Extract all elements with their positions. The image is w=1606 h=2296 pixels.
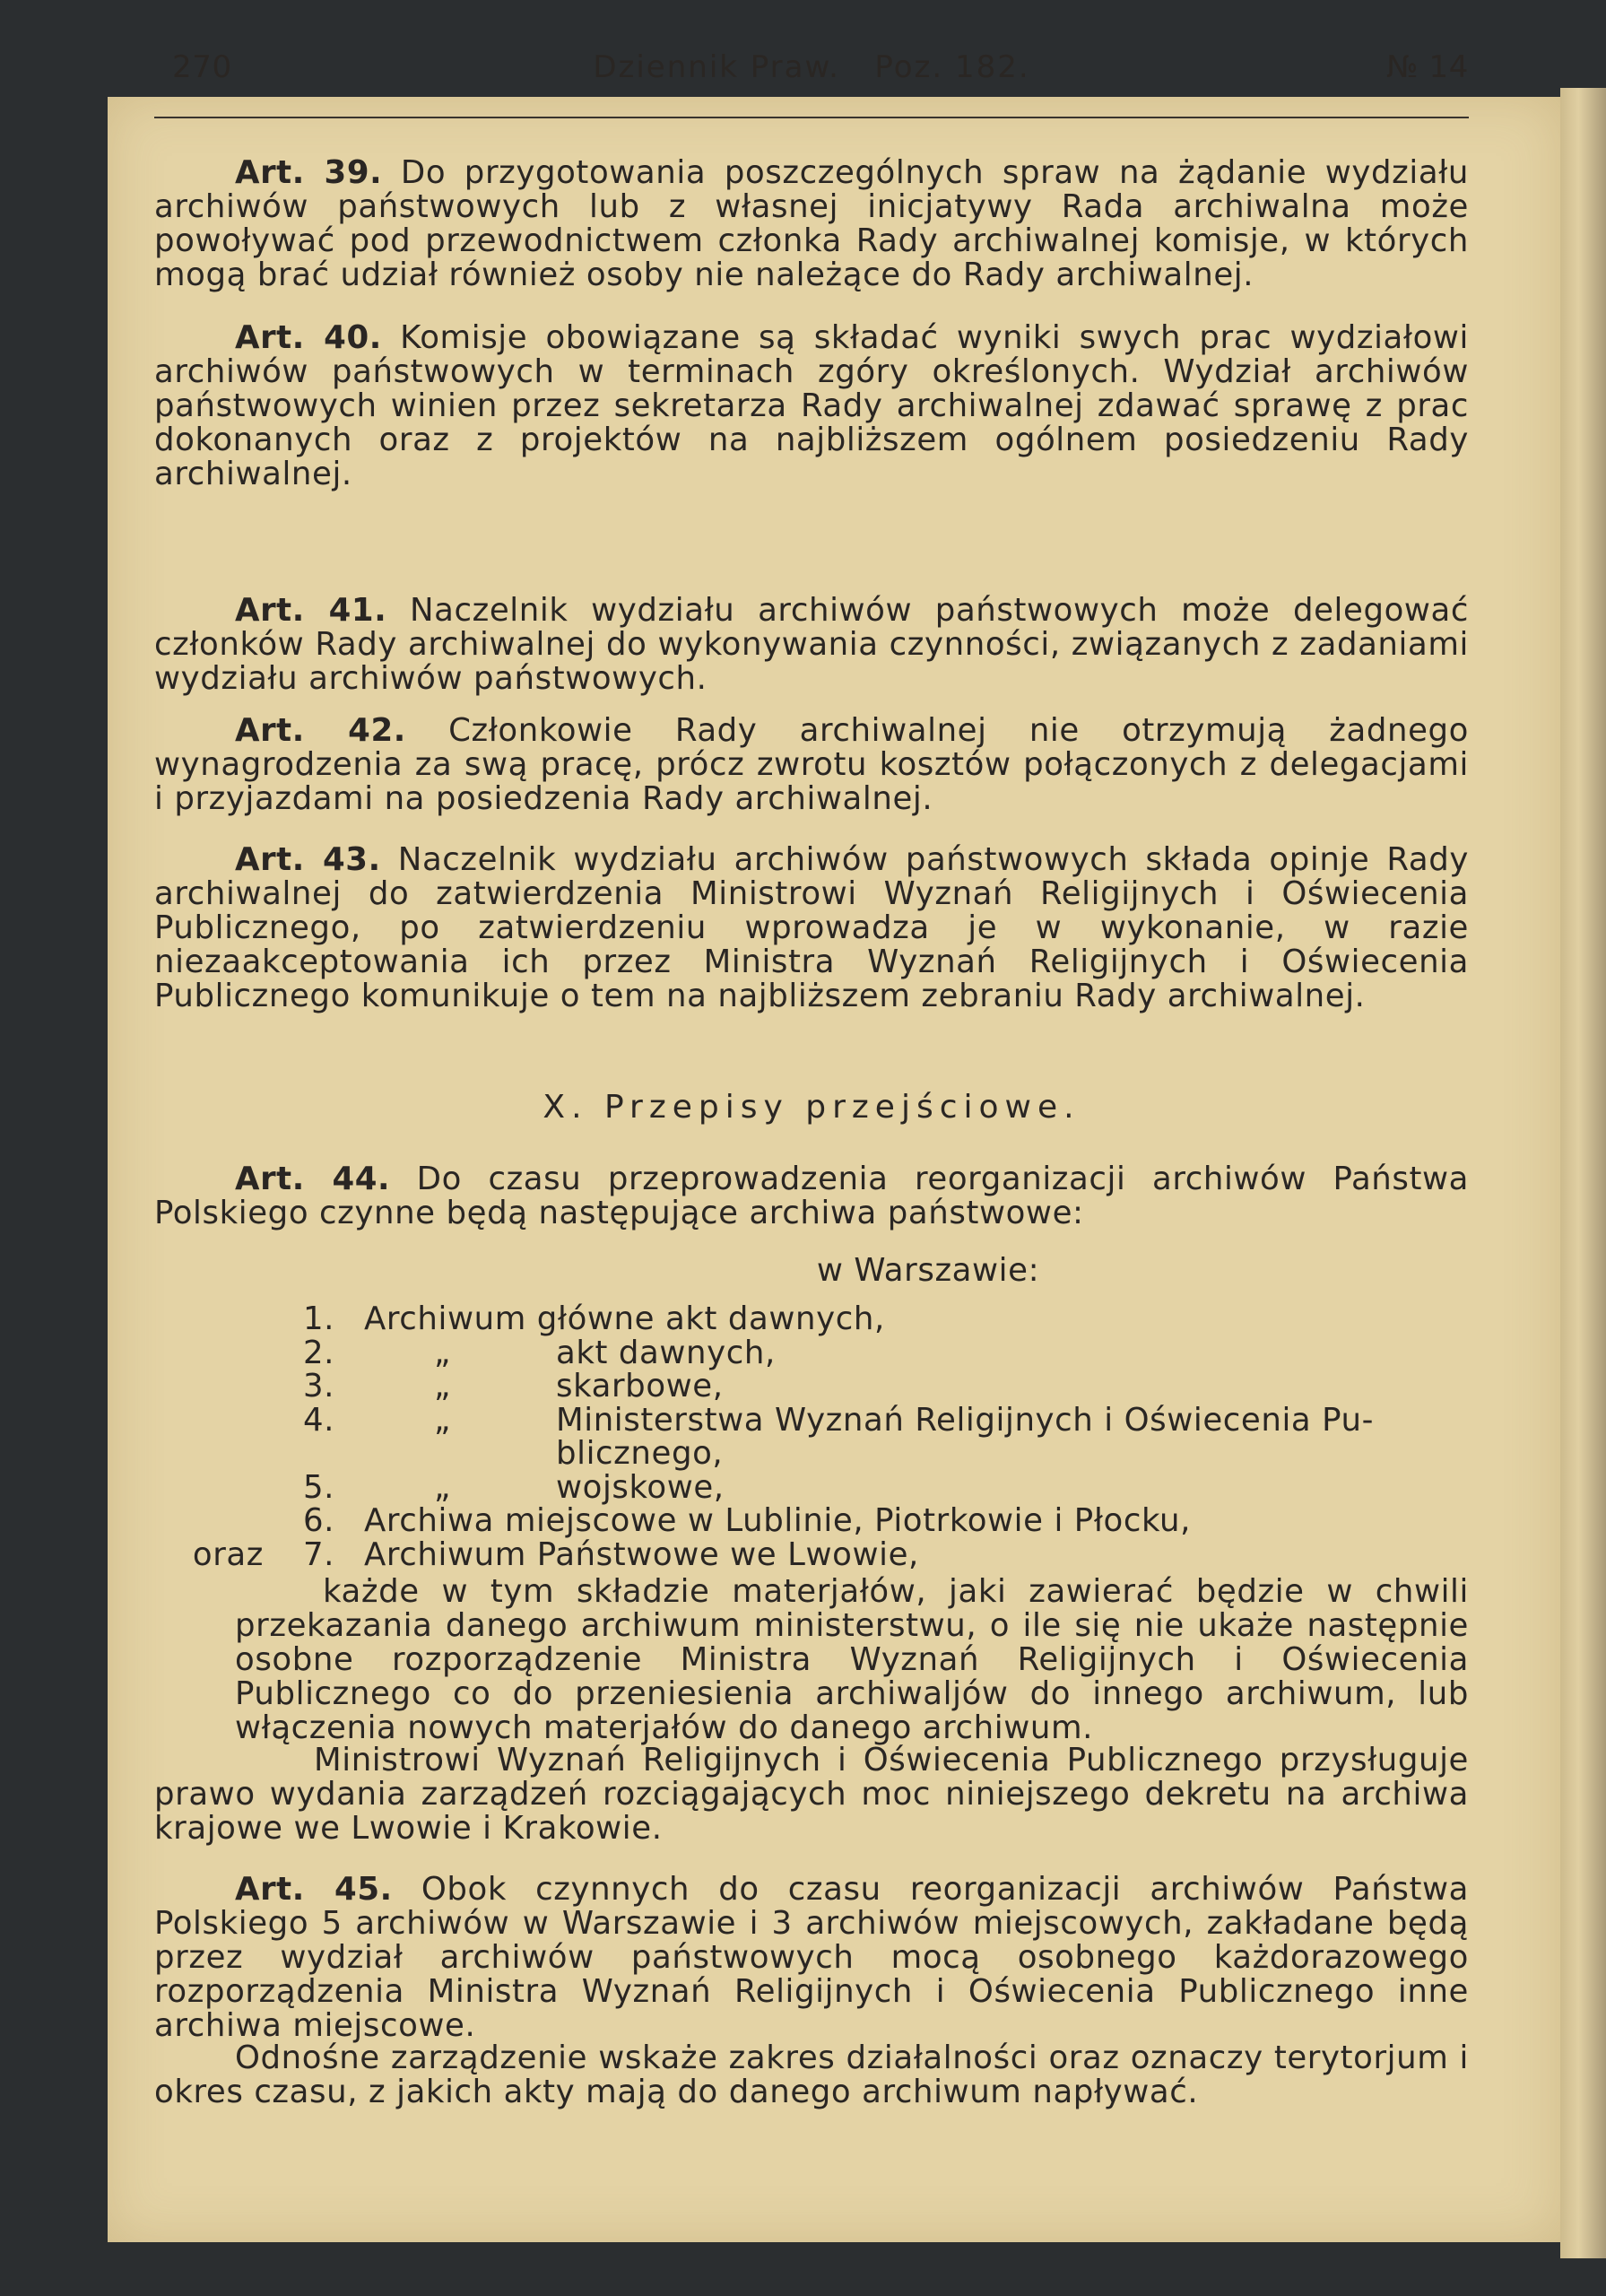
section-title: X. Przepisy przejściowe. [543,1089,1081,1126]
archive-list [154,1302,1469,1571]
list-item: blicznego, [556,1435,724,1472]
city-heading: w Warszawie: [816,1252,1040,1289]
list-item: 6. Archiwa miejscowe w Lublinie, Piotrkowie i Płocku, [303,1502,1191,1539]
article-43 [154,843,1469,1013]
article-45-paragraph-2: Odnośne zarządzenie wskaże zakres działalności oraz oznaczy terytorjum i okres czasu, z jakich akty mają do danego archiwum napływać. [154,2039,1469,2110]
article-text: Naczelnik wydziału archiwów państwowych składa opinje Rady archiwalnej do zatwierdzenia Ministrowi Wyznań Religijnych i Oświecenia Publicznego, po zatwierdzeniu wprowadza je w wykonanie, w razie niezaakceptowania ich przez Ministra Wyznań Religijnych i Oświecenia Publicznego komunikuje o tem na najbliższem zebraniu Rady archiwalnej. [154,841,1470,1014]
article-label: Art. 39. [235,154,383,191]
article-text: Komisje obowiązane są składać wyniki swych prac wydziałowi archiwów państwowych w terminach zgóry określonych. Wydział archiwów państwowych winien przez sekretarza Rady archiwalnej zdawać sprawę z prac dokonanych oraz z projektów na najbliższem ogólnem posiedzeniu Rady archiwalnej. [154,319,1470,492]
article-text: Członkowie Rady archiwalnej nie otrzymują żadnego wynagrodzenia za swą pracę, prócz zwrotu kosztów połączonych z delegacjami i przyjazdami na posiedzenia Rady archiwalnej. [154,712,1470,817]
article-text: Obok czynnych do czasu reorganizacji archiwów Państwa Polskiego 5 archiwów w Warszawie i 3 archiwów miejscowych, zakładane będą przez wydział archiwów państwowych mocą osobnego każdorazowego rozporządzenia Ministra Wyznań Religijnych i Oświecenia Publicznego inne archiwa miejscowe. [154,1871,1469,2044]
page-number: 270 [172,49,232,85]
list-item: 3. „ skarbowe, [303,1368,724,1405]
article-45 [154,1873,1469,2043]
article-41 [154,594,1469,696]
journal-title: Dziennik Praw. Poz. 182. [593,49,1030,85]
page-edge [1560,88,1606,2258]
article-text: Naczelnik wydziału archiwów państwowych może delegować członków Rady archiwalnej do wykonywania czynności, związanych z zadaniami wydziału archiwów państwowych. [154,592,1470,697]
article-label: Art. 44. [235,1161,391,1197]
page-header [154,50,1469,93]
list-item: 1. Archiwum główne akt dawnych, [303,1300,885,1337]
list-item: 4. „ Ministerstwa Wyznań Religijnych i Oświecenia Pu- [303,1401,1375,1439]
article-label: Art. 43. [235,841,381,878]
article-label: Art. 41. [235,592,387,629]
article-40 [154,321,1469,491]
list-item: 5. „ wojskowe, [303,1468,725,1506]
article-text: Do przygotowania poszczególnych spraw na żądanie wydziału archiwów państwowych lub z własnej inicjatywy Rada archiwalna może powoływać pod przewodnictwem członka Rady archiwalnej komisje, w których mogą brać udział również osoby nie należące do Rady archiwalnej. [154,154,1470,293]
issue-number: № 14 [1386,49,1469,85]
header-rule [154,117,1469,118]
list-item: 2. „ akt dawnych, [303,1334,776,1371]
article-label: Art. 40. [235,319,382,356]
list-item: oraz 7. Archiwum Państwowe we Lwowie, [192,1535,919,1573]
article-44-paragraph-2: Ministrowi Wyznań Religijnych i Oświecenia Publicznego przysługuje prawo wydania zarządzeń rozciągających moc niniejszego dekretu na archiwa krajowe we Lwowie i Krakowie. [154,1742,1469,1847]
article-label: Art. 42. [235,712,406,749]
article-42 [154,714,1469,816]
article-text: Do czasu przeprowadzenia reorganizacji archiwów Państwa Polskiego czynne będą następujące archiwa państwowe: [154,1161,1470,1231]
article-39 [154,156,1469,292]
article-44-continuation: każde w tym składzie materjałów, jaki zawierać będzie w chwili przekazania danego archiwum ministerstwu, o ile się nie ukaże następnie osobne rozporządzenie Ministra Wyznań Religijnych i Oświecenia Publicznego co do przeniesienia archiwaljów do innego archiwum, lub włączenia nowych materjałów do danego archiwum. [235,1573,1469,1746]
article-label: Art. 45. [235,1871,393,1908]
article-44 [154,1162,1469,1231]
